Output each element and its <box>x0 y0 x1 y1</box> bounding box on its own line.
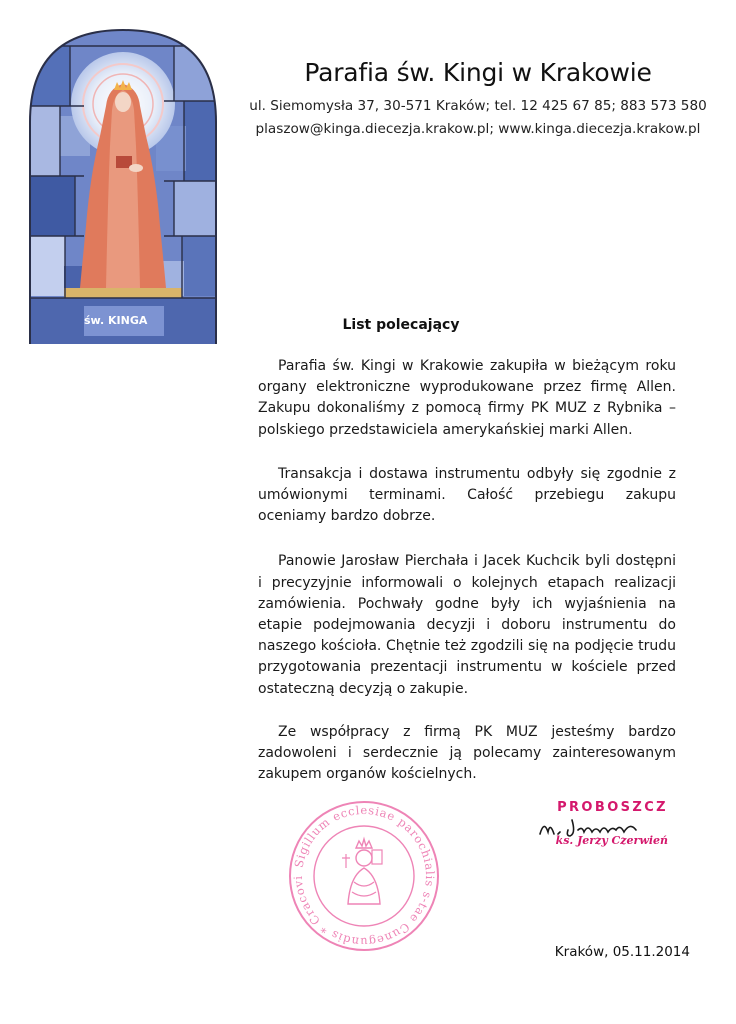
parish-seal-stamp-icon <box>284 796 444 956</box>
signature-title: PROBOSZCZ <box>557 800 668 815</box>
letter-title: List polecający <box>342 317 460 333</box>
signature-name: ks. Jerzy Czerwień <box>555 834 668 847</box>
address-line: ul. Siemomysła 37, 30-571 Kraków; tel. 12 425 67 85; 883 573 580 <box>249 98 707 114</box>
parish-seal <box>284 796 444 956</box>
contact-line: plaszow@kinga.diecezja.krakow.pl; www.kinga.diecezja.krakow.pl <box>255 121 701 137</box>
letterhead <box>238 58 718 141</box>
paragraph-3: Panowie Jarosław Pierchała i Jacek Kuchcik byli dostępni i precyzyjnie informowali o kolejnych etapach realizacji zamówienia. Pochwały godne były ich wyjaśnienia na etapie podejmowania decyzji i doboru instrumentu do naszego kościoła. Chętnie też zgodzili się na podjęcie trudu przygotowania prezentacji instrumentu w kościele przed ostateczną decyzją o zakupie. <box>258 553 676 697</box>
seal-inscription: Sigillum ecclesiae parochialis s-tae Cunegundis * Cracovi <box>290 802 438 950</box>
window-label: św. KINGA <box>84 314 148 327</box>
signature-block <box>520 800 670 850</box>
letter-body <box>258 356 676 807</box>
paragraph-2: Transakcja i dostawa instrumentu odbyły się zgodnie z umówionymi terminami. Całość przebiegu zakupu oceniamy bardzo dobrze. <box>258 465 676 525</box>
stained-glass-window-image <box>24 26 222 346</box>
letter-date: Kraków, 05.11.2014 <box>554 944 690 960</box>
paragraph-4: Ze współpracy z firmą PK MUZ jesteśmy bardzo zadowoleni i serdecznie ją polecamy zainteresowanym zakupem organów kościelnych. <box>258 723 676 783</box>
paragraph-1: Parafia św. Kingi w Krakowie zakupiła w bieżącym roku organy elektroniczne wyprodukowane przez firmę Allen. Zakupu dokonaliśmy z pomocą firmy PK MUZ z Rybnika – polskiego przedstawiciela amerykańskiej marki Allen. <box>258 358 676 438</box>
stained-glass-saint-kinga-icon <box>24 26 222 346</box>
parish-name: Parafia św. Kingi w Krakowie <box>304 58 652 87</box>
